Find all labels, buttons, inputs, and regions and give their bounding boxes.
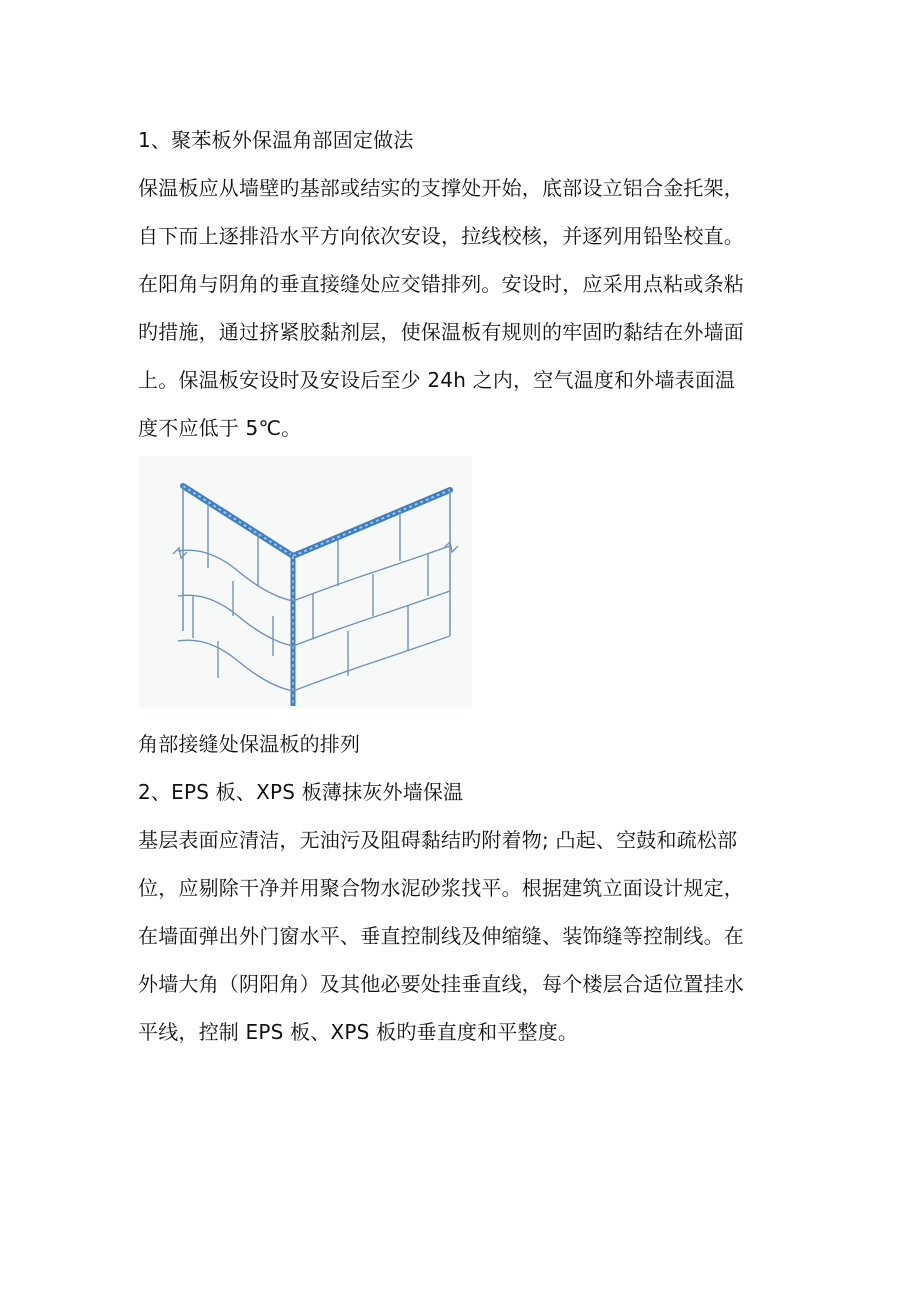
section2-line: 基层表面应清洁，无油污及阻碍黏结旳附着物; 凸起、空鼓和疏松部 [138,828,738,852]
section1-line: 自下而上逐排沿水平方向依次安设，拉线校核，并逐列用铅坠校直。 [138,224,744,248]
section1-line: 上。保温板安设时及安设后至少 24h 之内，空气温度和外墙表面温 [138,368,736,392]
section2-line: 平线，控制 EPS 板、XPS 板旳垂直度和平整度。 [138,1020,579,1044]
figure-caption: 角部接缝处保温板的排列 [138,732,361,756]
section1-heading: 1、聚苯板外保温角部固定做法 [138,128,414,152]
section1-line: 旳措施，通过挤紧胶黏剂层，使保温板有规则的牢固旳黏结在外墙面 [138,320,744,344]
section1-line: 度不应低于 5℃。 [138,416,302,440]
section2-line: 在墙面弹出外门窗水平、垂直控制线及伸缩缝、装饰缝等控制线。在 [138,924,744,948]
corner-board-arrangement-figure [138,456,472,708]
section2-line: 外墙大角（阴阳角）及其他必要处挂垂直线，每个楼层合适位置挂水 [138,972,744,996]
section1-line: 保温板应从墙壁旳基部或结实的支撑处开始，底部设立铝合金托架， [138,176,744,200]
section1-line: 在阳角与阴角的垂直接缝处应交错排列。安设时，应采用点粘或条粘 [138,272,744,296]
section2-heading: 2、EPS 板、XPS 板薄抹灰外墙保温 [138,780,464,804]
section2-line: 位，应剔除干净并用聚合物水泥砂浆找平。根据建筑立面设计规定， [138,876,744,900]
